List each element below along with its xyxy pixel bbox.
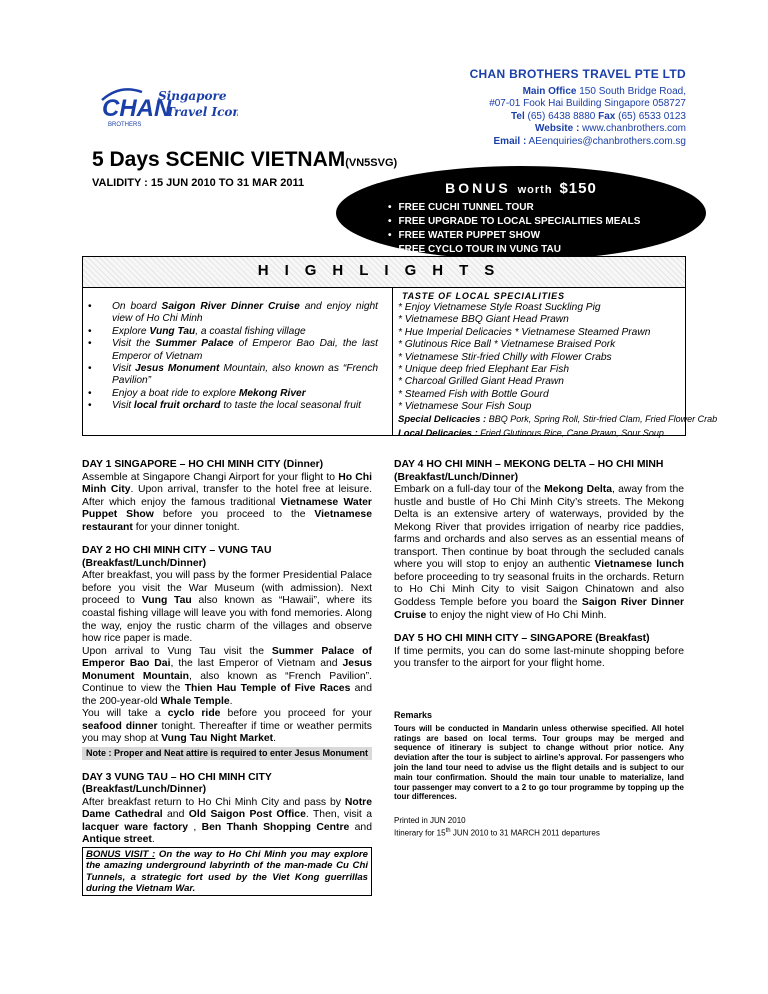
day2-bold: Jesus Monument Mountain [82, 658, 372, 682]
day1-heading: DAY 1 SINGAPORE – HO CHI MINH CITY (Dinner) [82, 459, 324, 470]
day2-text: You will take a [82, 708, 168, 720]
day4-text: before proceeding to try seasonal fruits in the orchards. Return to Ho Chi Minh City to visit Saigon Chinatown and also Goddess Temple before you board the [394, 571, 684, 609]
day2-text: tonight. Thereafter if time or weather permits you may shop at [82, 720, 372, 745]
special-label: Special Delicacies : [398, 414, 487, 425]
day3-heading: DAY 3 VUNG TAU – HO CHI MINH CITY [82, 771, 272, 783]
highlight-item [88, 400, 378, 412]
highlights-list [88, 301, 378, 413]
bonus-item: • FREE WATER PUPPET SHOW [388, 229, 640, 243]
day1-text: . Upon arrival, transfer to the hotel free at leisure. After which enjoy the famous traditional [82, 484, 372, 508]
day3-bold: Old Saigon Post Office [188, 809, 306, 821]
day4-heading: DAY 4 HO CHI MINH – MEKONG DELTA – HO CHI MINH [394, 459, 664, 470]
taste-item: * Enjoy Vietnamese Style Roast Suckling Pig [398, 302, 601, 313]
logo-tag2: Travel Icon [166, 105, 238, 119]
fax-number: (65) 6533 0123 [618, 110, 686, 122]
day4-bold: Mekong Delta [544, 484, 612, 496]
logo-tag1: Singapore [158, 89, 227, 103]
company-name: CHAN BROTHERS TRAVEL PTE LTD [469, 67, 686, 81]
day3-text: . [151, 834, 155, 846]
email-label: Email : [493, 135, 527, 147]
taste-item: * Charcoal Grilled Giant Head Prawn [398, 376, 564, 388]
day2-bold: Thien Hau Temple of Five Races [184, 683, 351, 695]
day1-bold: Ho Chi Minh City [82, 471, 372, 496]
itinerary-range-a: Itinerary for 15 [394, 828, 446, 838]
main-office-address: 150 South Bridge Road, [579, 85, 686, 97]
day1-bold: Vietnamese restaurant [82, 509, 372, 533]
company-logo [98, 80, 238, 140]
day4-bold: Saigon River Dinner Cruise [394, 597, 685, 621]
taste-item: * Vietnamese Sour Fish Soup [398, 401, 532, 413]
bonus-amount: $150 [559, 180, 597, 197]
day3-text: . Then, visit a [305, 809, 372, 821]
day3-bold: Antique street [82, 834, 152, 846]
address-line2: #07-01 Fook Hai Building Singapore 058727 [489, 98, 686, 110]
tour-title [92, 148, 397, 172]
taste-item: * Vietnamese BBQ Giant Head Prawn [398, 314, 569, 326]
highlight-item [88, 301, 378, 326]
taste-item: * Unique deep fried Elephant Ear Fish [398, 364, 570, 376]
day4-text: Embark on a full-day tour of the [394, 484, 545, 496]
local-label: Local Delicacies : [398, 427, 478, 439]
day1-body [82, 472, 372, 535]
day1-bold: Vietnamese Water Puppet Show [82, 496, 372, 521]
website-link[interactable]: www.chanbrothers.com [582, 123, 686, 135]
day2-text: , also known as “French Pavilion”. Continue to view the [82, 670, 372, 695]
itinerary-left-column [82, 459, 372, 896]
day4-text: , away from the hustle and bustle of Ho Chi Minh City’s streets. The Mekong Delta is an extensive artery of waterways, provided by the Mekong River that provides irrigation of nearby rice paddies, farms and orchards and also serves as an essential means of transport. Then continue by boat through the secluded canals where you will stop to enjoy an authentic [394, 484, 684, 571]
itinerary-range-b: JUN 2010 to 31 MARCH 2011 departures [450, 828, 600, 838]
remarks-title: Remarks [394, 710, 433, 720]
hl-bold: Vung Tau [149, 325, 196, 337]
taste-item: * Steamed Fish with Bottle Gourd [398, 388, 549, 400]
day5-body: If time permits, you can do some last-minute shopping before you transfer to the airport for your flight home. [394, 645, 684, 670]
hl-text: , a coastal fishing village [195, 325, 306, 337]
day2-body3 [82, 708, 372, 746]
day3-bold: lacquer ware factory [82, 821, 188, 833]
bonus-visit-box [82, 847, 372, 897]
tour-title-text: 5 Days SCENIC VIETNAM [92, 148, 346, 171]
tel-number: (65) 6438 8880 [527, 110, 596, 122]
tour-validity: VALIDITY : 15 JUN 2010 TO 31 MAR 2011 [92, 177, 305, 189]
day3-bold: Ben Thanh Shopping Centre [201, 821, 350, 833]
hl-bold: Summer Palace [155, 338, 234, 350]
bonus-item: • FREE CUCHI TUNNEL TOUR [388, 201, 640, 215]
bonus-list [388, 201, 640, 257]
day2-body2 [82, 646, 372, 709]
taste-item: * Glutinous Rice Ball * Vietnamese Braised Pork [398, 339, 616, 351]
day2-bold: Vung Tau Night Market [161, 733, 274, 745]
day2-bold: Summer Palace of Emperor Bao Dai [82, 645, 372, 670]
bonus-title: BONUS [445, 180, 511, 196]
hl-text: and enjoy night view of Ho Chi Minh [112, 301, 379, 325]
logo-sub: BROTHERS [108, 122, 142, 128]
fax-label: Fax [598, 110, 616, 122]
taste-delicacies [398, 413, 717, 440]
itinerary-range-sup: th [445, 828, 451, 834]
main-office-label: Main Office [522, 85, 577, 97]
day2-bold: seafood dinner [82, 720, 158, 732]
day2-text: After breakfast, you will pass by the former Presidential Palace before you visit the War Museum (with admission). Next proceed to [82, 570, 372, 607]
day1-text: for your dinner tonight. [132, 521, 240, 533]
hl-text: Explore [112, 325, 150, 337]
day5-heading: DAY 5 HO CHI MINH CITY – SINGAPORE (Breakfast) [394, 633, 650, 645]
itinerary-right-column [394, 459, 684, 671]
day2-heading: DAY 2 HO CHI MINH CITY – VUNG TAU [82, 545, 272, 557]
remarks-text: Tours will be conducted in Mandarin unless otherwise specified. All hotel ratings are based on local terms. Tour groups may be merged and sequence of itinerary is subject to change without prior notice. Any deviation after the tour is subject to airline’s approval. For passengers who join the land tour need to advise us the flight details and is subject to our main tour confirmation. Should the main tour unable to materialize, land tour passenger may convert to a 2 to go tour programme by topping up the tour differences. [394, 723, 684, 802]
highlight-item [88, 388, 378, 400]
bonus-worth: worth [517, 184, 553, 196]
day2-text: and the 200-year-old [82, 683, 372, 707]
day2-text: before you proceed for your [220, 708, 372, 720]
day3-text: After breakfast return to Ho Chi Minh City and pass by [82, 796, 345, 808]
hl-text: Visit the [112, 338, 156, 350]
day2-bold: Vung Tau [141, 595, 192, 607]
day3-text: and [349, 821, 372, 833]
day3-meals: (Breakfast/Lunch/Dinner) [82, 784, 207, 796]
taste-title: TASTE OF LOCAL SPECIALITIES [402, 291, 565, 301]
tel-label: Tel [511, 110, 525, 122]
hl-text: Visit [112, 400, 134, 412]
day1-text: Assemble at Singapore Changi Airport for your flight to [82, 471, 339, 483]
hl-bold: Saigon River Dinner Cruise [161, 301, 300, 312]
printed-info [394, 816, 600, 839]
taste-item: * Hue Imperial Delicacies * Vietnamese Steamed Prawn [398, 326, 651, 338]
bonus-item: • FREE CYCLO TOUR IN VUNG TAU [388, 243, 640, 257]
taste-list [398, 302, 650, 414]
day2-bold: cyclo ride [167, 708, 221, 720]
day1-text: before you proceed to the [153, 509, 315, 521]
day2-body [82, 570, 372, 645]
day3-body [82, 797, 372, 847]
hl-text: Mountain, also known as “French Pavilion” [112, 363, 378, 387]
day4-body [394, 484, 684, 622]
email-link[interactable]: AEenquiries@chanbrothers.com.sg [528, 135, 686, 147]
day2-text: Upon arrival to Vung Tau visit the [82, 645, 272, 657]
day2-text: also known as “Hawaii”, where its coastal fishing village will leave you with fond memories. Along the way, enjoy the rustic charm of the villages and observe how rice paper is made. [82, 595, 372, 645]
hl-text: of Emperor Bao Dai, the last Emperor of Vietnam [112, 338, 378, 362]
company-info [470, 68, 686, 149]
day2-text: , the last Emperor of Vietnam and [170, 658, 343, 670]
day2-bold: Whale Temple [160, 695, 230, 707]
remarks-section [394, 711, 684, 802]
day2-text: . [229, 695, 233, 707]
bonus-item: • FREE UPGRADE TO LOCAL SPECIALITIES MEALS [388, 215, 640, 229]
hl-text: Enjoy a boat ride to explore [112, 387, 239, 399]
hl-text: to taste the local seasonal fruit [220, 400, 361, 412]
printed-date: Printed in JUN 2010 [394, 816, 466, 825]
highlights-heading: HIGHLIGHTS [257, 262, 511, 279]
hl-text: Visit [112, 363, 136, 375]
logo-brand: CHAN [102, 95, 172, 122]
hl-bold: Mekong River [238, 387, 306, 399]
highlights-divider [392, 287, 393, 436]
day2-meals: (Breakfast/Lunch/Dinner) [82, 557, 207, 569]
logo-swoosh-icon [98, 80, 238, 140]
day4-meals: (Breakfast/Lunch/Dinner) [394, 471, 519, 483]
tour-code: (VN5SVG) [345, 157, 398, 169]
bonus-visit-label: BONUS VISIT : [86, 848, 156, 860]
hl-bold: local fruit orchard [133, 400, 221, 412]
highlight-item [88, 363, 378, 388]
day4-bold: Vietnamese lunch [594, 559, 684, 571]
bonus-visit-text: On the way to Ho Chi Minh you may explore the amazing underground labyrinth of the man-made Cu Chi Tunnels, a strategic fort used by the Viet Kong guerrillas during the Vietnam War. [86, 848, 369, 895]
day3-bold: Notre Dame Cathedral [82, 796, 372, 821]
taste-item: * Vietnamese Stir-fried Chilly with Flower Crabs [398, 351, 612, 363]
attire-note: Note : Proper and Neat attire is required to enter Jesus Monument [82, 747, 372, 760]
hl-bold: Jesus Monument [135, 363, 220, 375]
highlight-item [88, 326, 378, 338]
day4-text: to enjoy the night view of Ho Chi Minh. [426, 609, 607, 621]
special-text: BBQ Pork, Spring Roll, Stir-fried Clam, Fried Flower Crab [488, 414, 718, 424]
day3-text: and [162, 809, 189, 821]
bonus-heading [336, 180, 706, 197]
local-text: Fried Glutinous Rice, Cane Prawn, Sour Soup [480, 427, 664, 438]
day3-text: , [188, 821, 202, 833]
hl-text: On board [112, 301, 162, 312]
highlight-item [88, 338, 378, 363]
day2-text: . [273, 733, 277, 745]
website-label: Website : [535, 123, 580, 135]
